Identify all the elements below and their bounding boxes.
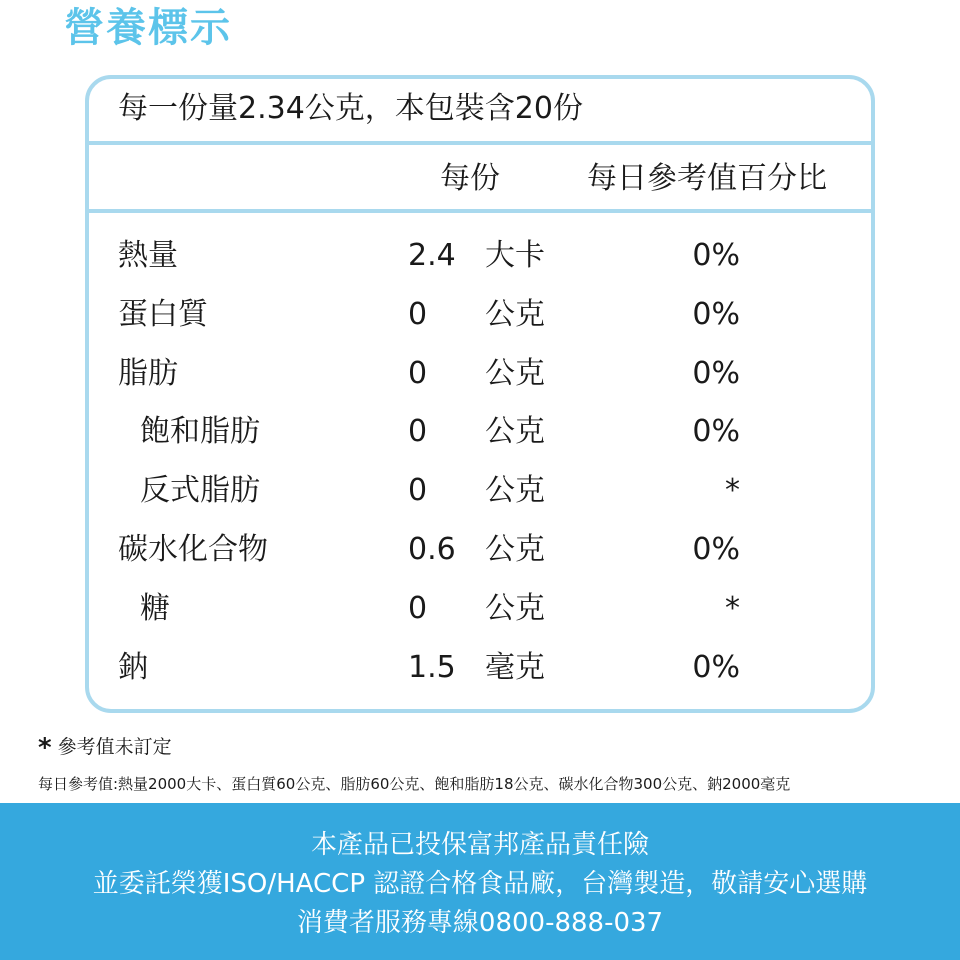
banner-line-hotline: 消費者服務專線0800-888-037: [296, 908, 664, 938]
nutrient-percent: 0%: [692, 414, 740, 449]
nutrient-row-energy: [0, 234, 960, 278]
nutrient-unit: 公克: [485, 356, 545, 391]
nutrient-value: 0: [408, 591, 428, 626]
nutrient-percent: 0%: [692, 356, 740, 391]
nutrient-unit: 大卡: [485, 238, 545, 273]
nutrient-percent: 0%: [692, 650, 740, 685]
nutrient-row-sodium: [0, 646, 960, 690]
nutrient-row-carbohydrate: [0, 528, 960, 572]
nutrient-percent: *: [725, 591, 740, 626]
nutrient-percent: *: [725, 473, 740, 508]
nutrient-value: 0: [408, 414, 428, 449]
nutrient-value: 1.5: [408, 650, 456, 685]
nutrient-name: 鈉: [118, 650, 148, 685]
daily-values-note: 每日參考值:熱量2000大卡、蛋白質60公克、脂肪60公克、飽和脂肪18公克、碳水化合物300公克、鈉2000毫克: [38, 775, 791, 793]
nutrient-row-protein: [0, 293, 960, 337]
nutrient-name: 糖: [140, 591, 170, 626]
nutrient-unit: 公克: [485, 532, 545, 567]
nutrient-name: 飽和脂肪: [140, 414, 260, 449]
footnote: [38, 733, 172, 762]
nutrient-value: 0: [408, 297, 428, 332]
nutrient-name: 反式脂肪: [140, 473, 260, 508]
nutrient-unit: 公克: [485, 414, 545, 449]
banner-line-insurance: 本產品已投保富邦產品責任險: [310, 830, 649, 860]
serving-divider: [85, 141, 875, 145]
footnote-text: 參考值未訂定: [57, 736, 172, 758]
nutrient-name: 蛋白質: [118, 297, 208, 332]
nutrient-unit: 公克: [485, 297, 545, 332]
serving-size: 每一份量2.34公克，本包裝含20份: [118, 91, 583, 126]
nutrient-name: 脂肪: [118, 356, 178, 391]
nutrient-row-saturated-fat: [0, 410, 960, 454]
nutrient-row-sugar: [0, 587, 960, 631]
nutrient-unit: 毫克: [485, 650, 545, 685]
nutrient-row-fat: [0, 352, 960, 396]
nutrient-name: 碳水化合物: [118, 532, 268, 567]
per-serving-header: 每份: [440, 161, 500, 196]
info-banner: [0, 803, 960, 960]
nutrient-percent: 0%: [692, 297, 740, 332]
nutrient-row-trans-fat: [0, 469, 960, 513]
nutrient-unit: 公克: [485, 473, 545, 508]
nutrient-value: 0.6: [408, 532, 456, 567]
nutrient-percent: 0%: [692, 532, 740, 567]
nutrient-name: 熱量: [118, 238, 178, 273]
header-divider: [85, 209, 875, 213]
nutrient-value: 2.4: [408, 238, 456, 273]
nutrient-value: 0: [408, 356, 428, 391]
page-title: 營養標示: [64, 5, 232, 51]
daily-value-header: 每日參考值百分比: [587, 161, 827, 196]
banner-line-certification: 並委託榮獲ISO/HACCP 認證合格食品廠，台灣製造，敬請安心選購: [92, 869, 868, 899]
nutrient-value: 0: [408, 473, 428, 508]
asterisk-icon: *: [38, 733, 52, 763]
nutrient-percent: 0%: [692, 238, 740, 273]
nutrient-unit: 公克: [485, 591, 545, 626]
